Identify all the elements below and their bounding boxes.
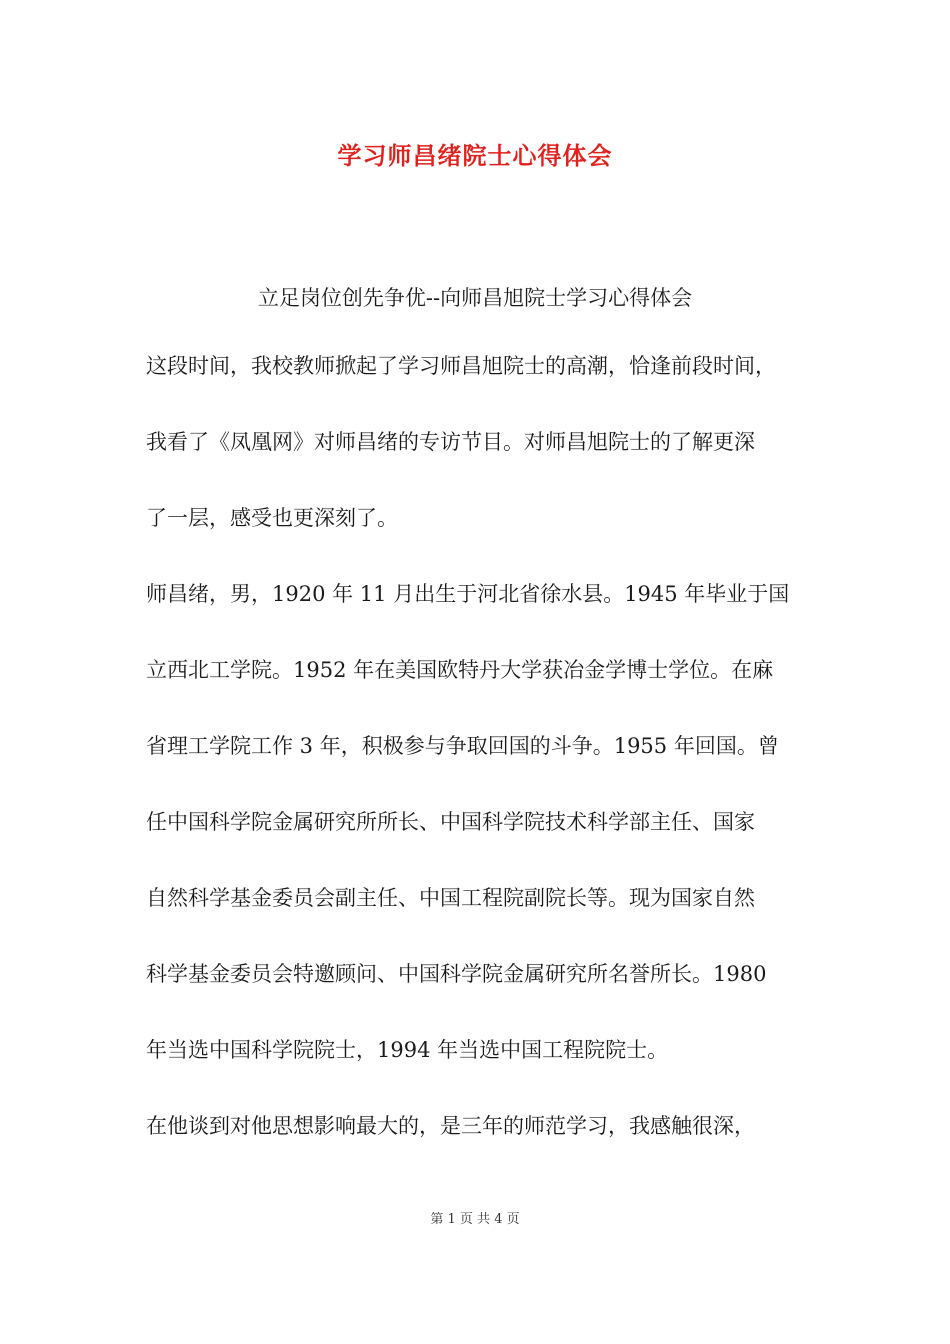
body-line: 在他谈到对他思想影响最大的，是三年的师范学习，我感触很深， — [146, 1114, 755, 1138]
body-line: 我看了《凤凰网》对师昌绪的专访节目。对师昌旭院士的了解更深 — [146, 430, 755, 454]
body-line: 任中国科学院金属研究所所长、中国科学院技术科学部主任、国家 — [146, 810, 755, 834]
body-line: 师昌绪，男，1920 年 11 月出生于河北省徐水县。1945 年毕业于国 — [146, 582, 790, 606]
page-number-label: 第 1 页 共 4 页 — [430, 1212, 520, 1227]
document-body — [146, 328, 816, 1164]
body-line: 立西北工学院。1952 年在美国欧特丹大学获冶金学博士学位。在麻 — [146, 658, 774, 682]
body-line: 了一层，感受也更深刻了。 — [146, 506, 398, 530]
body-line: 科学基金委员会特邀顾问、中国科学院金属研究所名誉所长。1980 — [146, 962, 767, 986]
document-title: 学习师昌绪院士心得体会 — [337, 141, 613, 170]
body-line: 省理工学院工作 3 年，积极参与争取回国的斗争。1955 年回国。曾 — [146, 734, 779, 758]
document-subtitle: 立足岗位创先争优--向师昌旭院士学习心得体会 — [257, 286, 693, 310]
body-line: 这段时间，我校教师掀起了学习师昌旭院士的高潮，恰逢前段时间， — [146, 354, 776, 378]
body-line: 自然科学基金委员会副主任、中国工程院副院长等。现为国家自然 — [146, 886, 755, 910]
page-footer — [0, 1208, 950, 1227]
body-line: 年当选中国科学院院士，1994 年当选中国工程院院士。 — [146, 1038, 669, 1062]
